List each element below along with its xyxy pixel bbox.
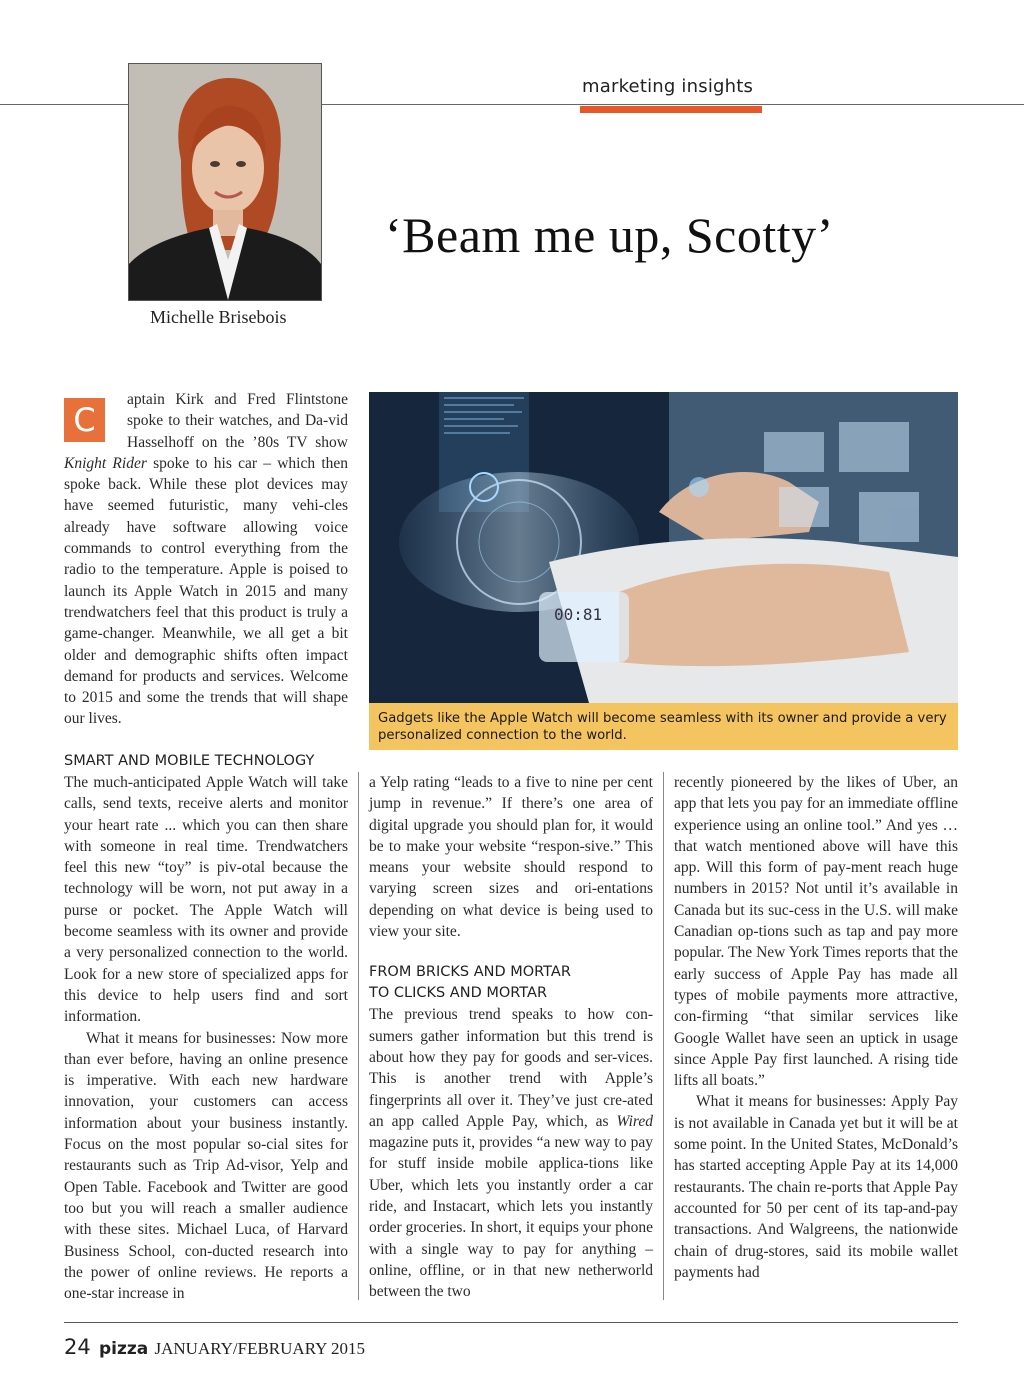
watch-time-display: 00:81 [554,605,603,624]
photo-caption: Gadgets like the Apple Watch will become seamless with its owner and provide a very personalized connection to the world. [369,703,958,750]
column-2 [369,772,653,1303]
page-number: 24 [64,1335,91,1359]
paragraph: The much-anticipated Apple Watch will take calls, send texts, receive alerts and monitor your heart rate ... which you can then share with someone in real time. Trendwatchers feel this new “toy” is piv-otal because the technology will be worn, not put away in a purse or pocket. The Apple Watch will become seamless with its owner and provide a very personalized connection to the world. Look for a new store of specialized apps for this device to help users find and sort information. [64,774,348,1026]
section-accent-bar [580,106,762,113]
section-heading: SMART AND MOBILE TECHNOLOGY [64,753,315,769]
author-photo [128,63,322,301]
column-divider [358,772,359,1300]
intro-paragraph: aptain Kirk and Fred Flintstone spoke to their watches, and Da-vid Hasselhoff on the ’80s TV show Knight Rider spoke to his car – which then spoke back. While these plot devices may have seemed futuristic, many vehi-cles already have software allowing voice commands to control everything from the radio to the temperature. Apple is poised to launch its Apple Watch in 2015 and many trendwatchers feel that this product is truly a game-changer. Meanwhile, we all get a bit older and demographic shifts often impact demand for products and services. Welcome to 2015 and some the trends that will shape our lives. [64,391,349,728]
paragraph: What it means for businesses: Apply Pay is not available in Canada yet but it will be at some point. In the United States, McDonald’s has started accepting Apple Pay at its 14,000 restaurants. The chain re-ports that Apple Pay accounted for 50 per cent of its tap-and-pay transactions. And Walgreens, the nationwide chain of drug-stores, said its mobile wallet payments had [674,1093,958,1281]
column-3 [674,772,958,1283]
section-label: marketing insights [582,76,754,97]
section-heading: FROM BRICKS AND MORTAR TO CLICKS AND MORTAR [369,964,571,1002]
magazine-name: pizza [98,1339,149,1359]
article-photo [369,392,958,703]
page-footer [64,1335,365,1359]
paragraph: What it means for businesses: Now more than ever before, having an online presence is imperative. With each new hardware innovation, your customers can access information about your business instantly. Focus on the most popular so-cial sites for restaurants such as Trip Ad-visor, Yelp and Open Table. Facebook and Twitter are good too but you will reach a smaller audience with these sites. Michael Luca, of Harvard Business School, con-ducted research into the power of online reviews. He reports a one-star increase in [64,1029,348,1303]
paragraph: recently pioneered by the likes of Uber, an app that lets you pay for an immediate offline experience using an online tool.” And yes … that watch mentioned above will have this app. Will this form of pay-ment reach huge numbers in 2015? Not until it’s available in Canada but its suc-cess in the U.S. will make Canadian op-tions such as tap and pay more popular. The New York Times reports that the early success of Apple Pay has made all types of mobile payments more attractive, con-firming “that similar services like Google Wallet have seen an uptick in usage since Apple Pay first launched. A rising tide lifts all boats.” [674,774,958,1090]
drop-cap: C [64,398,105,442]
column-1 [64,751,348,1304]
intro-column [64,389,348,730]
column-divider [663,772,664,1300]
footer-rule [64,1322,958,1323]
paragraph: The previous trend speaks to how con-sumers gather information but this trend is about how they pay for goods and ser-vices. This is another trend with Apple’s fingerprints all over it. They’ve just cre-ated an app called Apple Pay, which, as Wired magazine puts it, provides “a new way to pay for stuff inside mobile applica-tions like Uber, which lets you instantly order a car ride, and Instacart, which lets you instantly order groceries. In short, it equips your phone with a single way to pay for anything – online, offline, or in that new netherworld between the two [369,1006,653,1301]
article-headline: ‘Beam me up, Scotty’ [385,207,834,263]
author-byline: Michelle Brisebois [150,307,287,327]
paragraph: a Yelp rating “leads to a five to nine per cent jump in revenue.” If there’s one area of digital upgrade you should plan for, it would be to make your website “respon-sive.” This means your website should respond to varying screen sizes and ori-entations depending on what device is being used to view your site. [369,774,653,941]
issue-date: JANUARY/FEBRUARY 2015 [154,1339,365,1358]
